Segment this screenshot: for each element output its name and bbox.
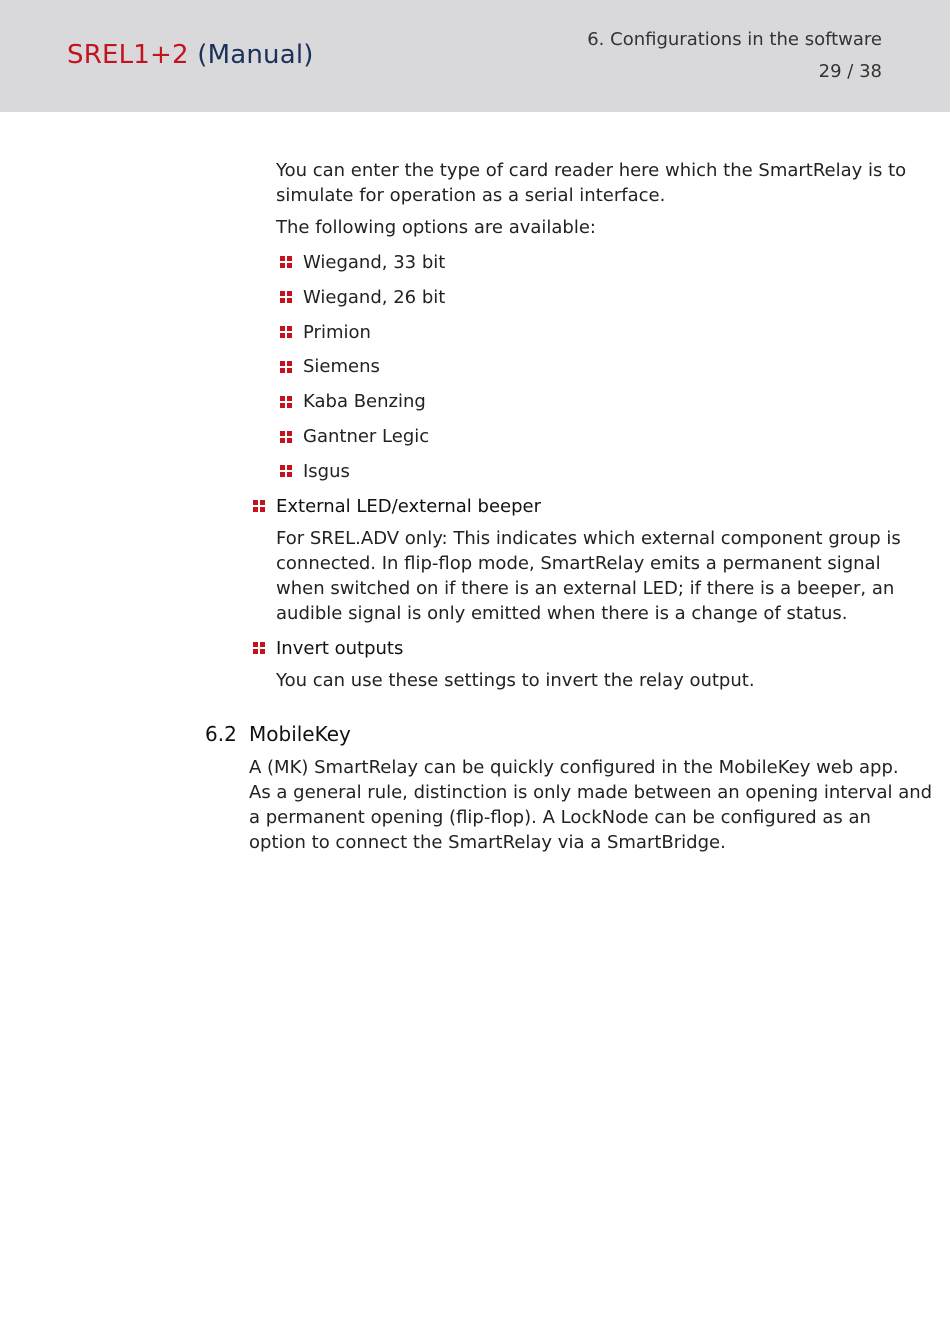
bullet-icon [253,500,265,512]
external-led-line-2: connected. In flip-flop mode, SmartRelay emits a permanent signal [276,553,881,574]
brand-manual: (Manual) [197,40,314,70]
external-led-title: External LED/external beeper [276,496,541,517]
external-led-line-3: when switched on if there is an external LED; if there is a beeper, an [276,578,895,599]
bullet-icon [280,326,292,338]
intro-line-1: You can enter the type of card reader here which the SmartRelay is to [276,160,907,181]
option-item: Gantner Legic [303,426,430,447]
section-line-2: As a general rule, distinction is only made between an opening interval and [249,782,933,803]
section-line-1: A (MK) SmartRelay can be quickly configured in the MobileKey web app. [249,757,899,778]
option-item: Primion [303,322,371,343]
bullet-icon [280,431,292,443]
bullet-icon [280,256,292,268]
invert-outputs-text: You can use these settings to invert the relay output. [276,670,755,691]
bullet-icon [280,291,292,303]
page-header [0,0,950,112]
invert-outputs-title: Invert outputs [276,638,404,659]
external-led-line-4: audible signal is only emitted when there is a change of status. [276,603,848,624]
option-item: Kaba Benzing [303,391,426,412]
intro-line-2: simulate for operation as a serial interface. [276,185,666,206]
chapter-title: 6. Configurations in the software [587,29,882,50]
section-line-3: a permanent opening (flip-flop). A LockNode can be configured as an [249,807,871,828]
option-item: Isgus [303,461,350,482]
option-item: Siemens [303,356,380,377]
options-intro: The following options are available: [276,217,597,238]
section-title: MobileKey [249,722,351,746]
bullet-icon [280,361,292,373]
brand-title [67,40,314,70]
section-number: 6.2 [205,722,237,746]
bullet-icon [280,396,292,408]
brand-product: SREL1+2 [67,40,189,70]
option-item: Wiegand, 26 bit [303,287,446,308]
section-line-4: option to connect the SmartRelay via a SmartBridge. [249,832,726,853]
page-number: 29 / 38 [818,61,882,82]
option-item: Wiegand, 33 bit [303,252,446,273]
external-led-line-1: For SREL.ADV only: This indicates which external component group is [276,528,901,549]
bullet-icon [280,465,292,477]
bullet-icon [253,642,265,654]
